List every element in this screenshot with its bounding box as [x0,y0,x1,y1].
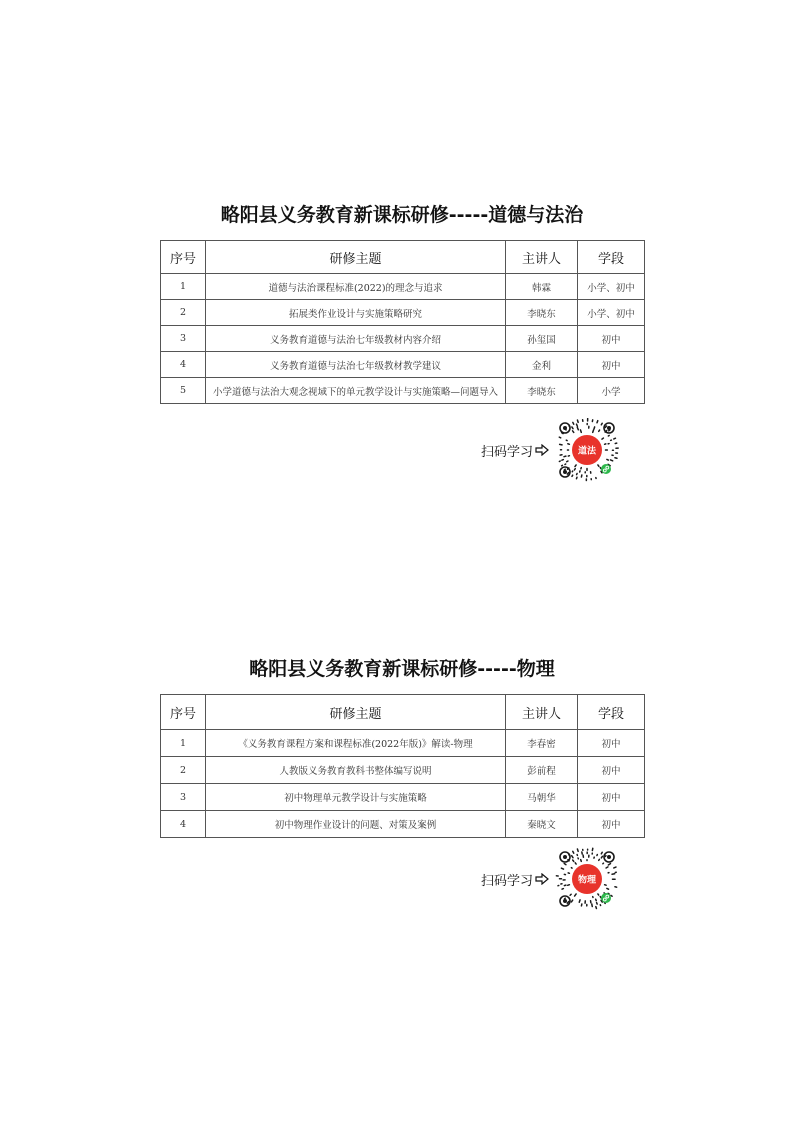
header-topic: 研修主题 [206,241,506,274]
row-stage: 小学 [578,378,645,404]
row-speaker: 孙玺国 [506,326,578,352]
table-row [161,730,645,757]
header-stage: 学段 [578,241,645,274]
row-number: 1 [161,730,206,757]
row-speaker: 李晓东 [506,378,578,404]
header-stage: 学段 [578,695,645,730]
row-number: 3 [161,326,206,352]
table-header-row [161,695,645,730]
row-stage: 初中 [578,757,645,784]
row-number: 3 [161,784,206,811]
row-stage: 初中 [578,730,645,757]
row-speaker: 李春密 [506,730,578,757]
row-number: 2 [161,300,206,326]
table-header-row [161,241,645,274]
row-speaker: 彭前程 [506,757,578,784]
row-stage: 小学、初中 [578,300,645,326]
row-stage: 初中 [578,811,645,838]
table-row [161,326,645,352]
scan-label: 扫码学习 [481,873,534,889]
row-speaker: 马朝华 [506,784,578,811]
row-topic: 小学道德与法治大观念视域下的单元教学设计与实施策略—问题导入 [206,378,506,404]
header-speaker: 主讲人 [506,695,578,730]
row-speaker: 金利 [506,352,578,378]
row-topic: 拓展类作业设计与实施策略研究 [206,300,506,326]
row-number: 4 [161,352,206,378]
row-number: 2 [161,757,206,784]
row-number: 4 [161,811,206,838]
section-title: 略阳县义务教育新课标研修-----道德与法治 [220,204,584,226]
row-topic: 初中物理作业设计的问题、对策及案例 [206,811,506,838]
table-row [161,757,645,784]
arrow-right-icon [535,873,549,885]
table-row [161,274,645,300]
row-topic: 义务教育道德与法治七年级教材内容介绍 [206,326,506,352]
header-topic: 研修主题 [206,695,506,730]
course-table [160,694,645,838]
table-row [161,378,645,404]
row-topic: 人教版义务教育教科书整体编写说明 [206,757,506,784]
section-title: 略阳县义务教育新课标研修-----物理 [249,658,555,680]
row-speaker: 韩霖 [506,274,578,300]
row-topic: 义务教育道德与法治七年级教材教学建议 [206,352,506,378]
mini-program-code[interactable] [555,418,619,482]
row-stage: 初中 [578,352,645,378]
row-stage: 小学、初中 [578,274,645,300]
row-number: 1 [161,274,206,300]
header-number: 序号 [161,241,206,274]
arrow-right-icon [535,444,549,456]
scan-to-learn [481,847,619,911]
row-stage: 初中 [578,784,645,811]
qr-badge-label: 物理 [578,875,597,886]
table-row [161,300,645,326]
table-row [161,352,645,378]
scan-to-learn [481,418,619,482]
row-topic: 道德与法治课程标准(2022)的理念与追求 [206,274,506,300]
course-table [160,240,645,404]
qr-badge-label: 道法 [578,446,597,457]
row-speaker: 李晓东 [506,300,578,326]
header-number: 序号 [161,695,206,730]
scan-label: 扫码学习 [481,444,534,460]
row-speaker: 秦晓文 [506,811,578,838]
mini-program-code[interactable] [555,847,619,911]
table-row [161,811,645,838]
row-topic: 初中物理单元教学设计与实施策略 [206,784,506,811]
table-row [161,784,645,811]
header-speaker: 主讲人 [506,241,578,274]
row-topic: 《义务教育课程方案和课程标准(2022年版)》解读-物理 [206,730,506,757]
row-stage: 初中 [578,326,645,352]
row-number: 5 [161,378,206,404]
